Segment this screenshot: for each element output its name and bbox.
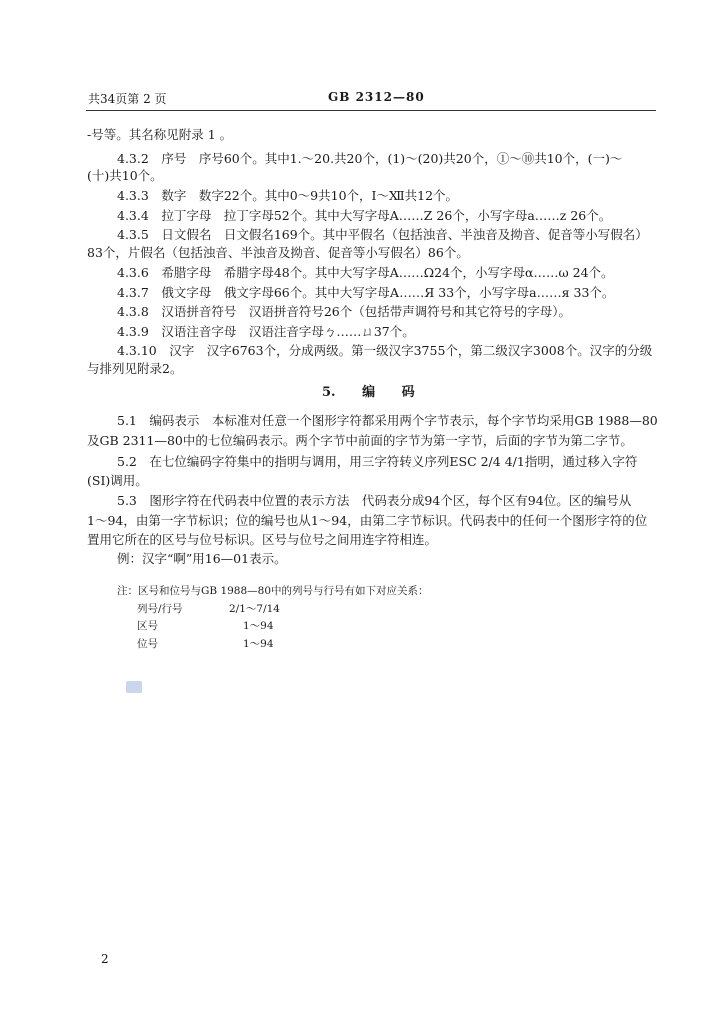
clause-5-3: 5.3 图形字符在代码表中位置的表示方法 代码表分成94个区，每个区有94位。区的编号从 bbox=[117, 493, 632, 508]
watermark-stamp bbox=[126, 681, 142, 693]
clause-4-3-4 bbox=[117, 206, 611, 224]
section-5-title: 5. 编 码 bbox=[322, 385, 415, 400]
clause-4-3-2 bbox=[117, 149, 622, 167]
page-number: 2 bbox=[101, 952, 109, 966]
note-row-value: 2/1～7/14 bbox=[229, 603, 280, 615]
clause-number: 4.3.5 bbox=[117, 227, 149, 242]
clause-4-3-2-cont: (十)共10个。 bbox=[87, 168, 163, 183]
clause-4-3-7 bbox=[117, 283, 614, 301]
section4-intro-tail: -号等。其名称见附录 1 。 bbox=[87, 127, 233, 142]
clause-number: 4.3.7 bbox=[117, 285, 149, 300]
header-page-info: 共34页第 2 页 bbox=[88, 92, 167, 106]
note-row-label: 列号/行号 bbox=[137, 603, 183, 615]
clause-4-3-10 bbox=[117, 341, 652, 359]
clause-4-3-3 bbox=[117, 186, 458, 204]
clause-5-1-cont: 及GB 2311—80中的七位编码表示。两个字节中前面的字节为第一字节，后面的字节为第二字节。 bbox=[87, 433, 633, 448]
clause-4-3-8 bbox=[117, 302, 571, 320]
header-standard-code: GB 2312—80 bbox=[328, 90, 425, 104]
clause-number: 4.3.4 bbox=[117, 208, 149, 223]
clause-text: 序号 序号60个。其中1.～20.共20个，(1)～(20)共20个，①～⑩共10个，(一)～ bbox=[161, 151, 623, 166]
clause-number: 4.3.6 bbox=[117, 265, 149, 280]
clause-number: 4.3.10 bbox=[117, 343, 157, 358]
clause-number: 4.3.8 bbox=[117, 304, 149, 319]
clause-4-3-5-cont: 83个，片假名（包括浊音、半浊音及拗音、促音等小写假名）86个。 bbox=[87, 245, 469, 260]
note-row-value: 1～94 bbox=[243, 638, 274, 650]
clause-5-2: 5.2 在七位编码字符集中的指明与调用，用三字符转义序列ESC 2/4 4/1指明，通过移入字符 bbox=[117, 454, 638, 469]
clause-4-3-5 bbox=[117, 225, 648, 243]
clause-text: 汉语拼音符号 汉语拼音符号26个（包括带声调符号和其它符号的字母）。 bbox=[161, 304, 571, 319]
note-row-value: 1～94 bbox=[243, 620, 274, 632]
clause-text: 拉丁字母 拉丁字母52个。其中大写字母A……Z 26个，小写字母a……z 26个。 bbox=[161, 208, 612, 223]
clause-5-3-cont-2: 置用它所在的区号与位号标识。区号与位号之间用连字符相连。 bbox=[87, 532, 438, 547]
clause-4-3-10-cont: 与排列见附录2。 bbox=[87, 361, 183, 376]
clause-5-1: 5.1 编码表示 本标准对任意一个图形字符都采用两个字节表示，每个字节均采用GB 1988—80 bbox=[117, 413, 658, 428]
clause-4-3-9 bbox=[117, 322, 415, 340]
header-divider bbox=[86, 110, 656, 111]
clause-number: 4.3.9 bbox=[117, 324, 149, 339]
clause-5-2-cont: (SI)调用。 bbox=[87, 473, 148, 488]
clause-text: 汉语注音字母 汉语注音字母ㄅ……ㄩ37个。 bbox=[161, 324, 415, 339]
clause-number: 4.3.2 bbox=[117, 151, 149, 166]
note-intro: 注：区号和位号与GB 1988—80中的列号与行号有如下对应关系： bbox=[117, 585, 429, 597]
clause-text: 日文假名 日文假名169个。其中平假名（包括浊音、半浊音及拗音、促音等小写假名） bbox=[161, 227, 648, 242]
note-row-label: 位号 bbox=[137, 638, 158, 650]
example-line: 例：汉字“啊”用16—01表示。 bbox=[117, 551, 287, 566]
clause-text: 汉字 汉字6763个，分成两级。第一级汉字3755个，第二级汉字3008个。汉字的分级 bbox=[169, 343, 653, 358]
clause-5-3-cont-1: 1～94，由第一字节标识；位的编号也从1～94，由第二字节标识。代码表中的任何一个图形字符的位 bbox=[87, 513, 648, 528]
clause-text: 俄文字母 俄文字母66个。其中大写字母А……Я 33个，小写字母а……я 33个。 bbox=[161, 285, 615, 300]
clause-number: 4.3.3 bbox=[117, 188, 149, 203]
clause-text: 数字 数字22个。其中0～9共10个，Ⅰ～Ⅻ共12个。 bbox=[161, 188, 459, 203]
clause-text: 希腊字母 希腊字母48个。其中大写字母Α……Ω24个，小写字母α……ω 24个。 bbox=[161, 265, 614, 280]
clause-4-3-6 bbox=[117, 263, 614, 281]
note-row-label: 区号 bbox=[137, 620, 158, 632]
